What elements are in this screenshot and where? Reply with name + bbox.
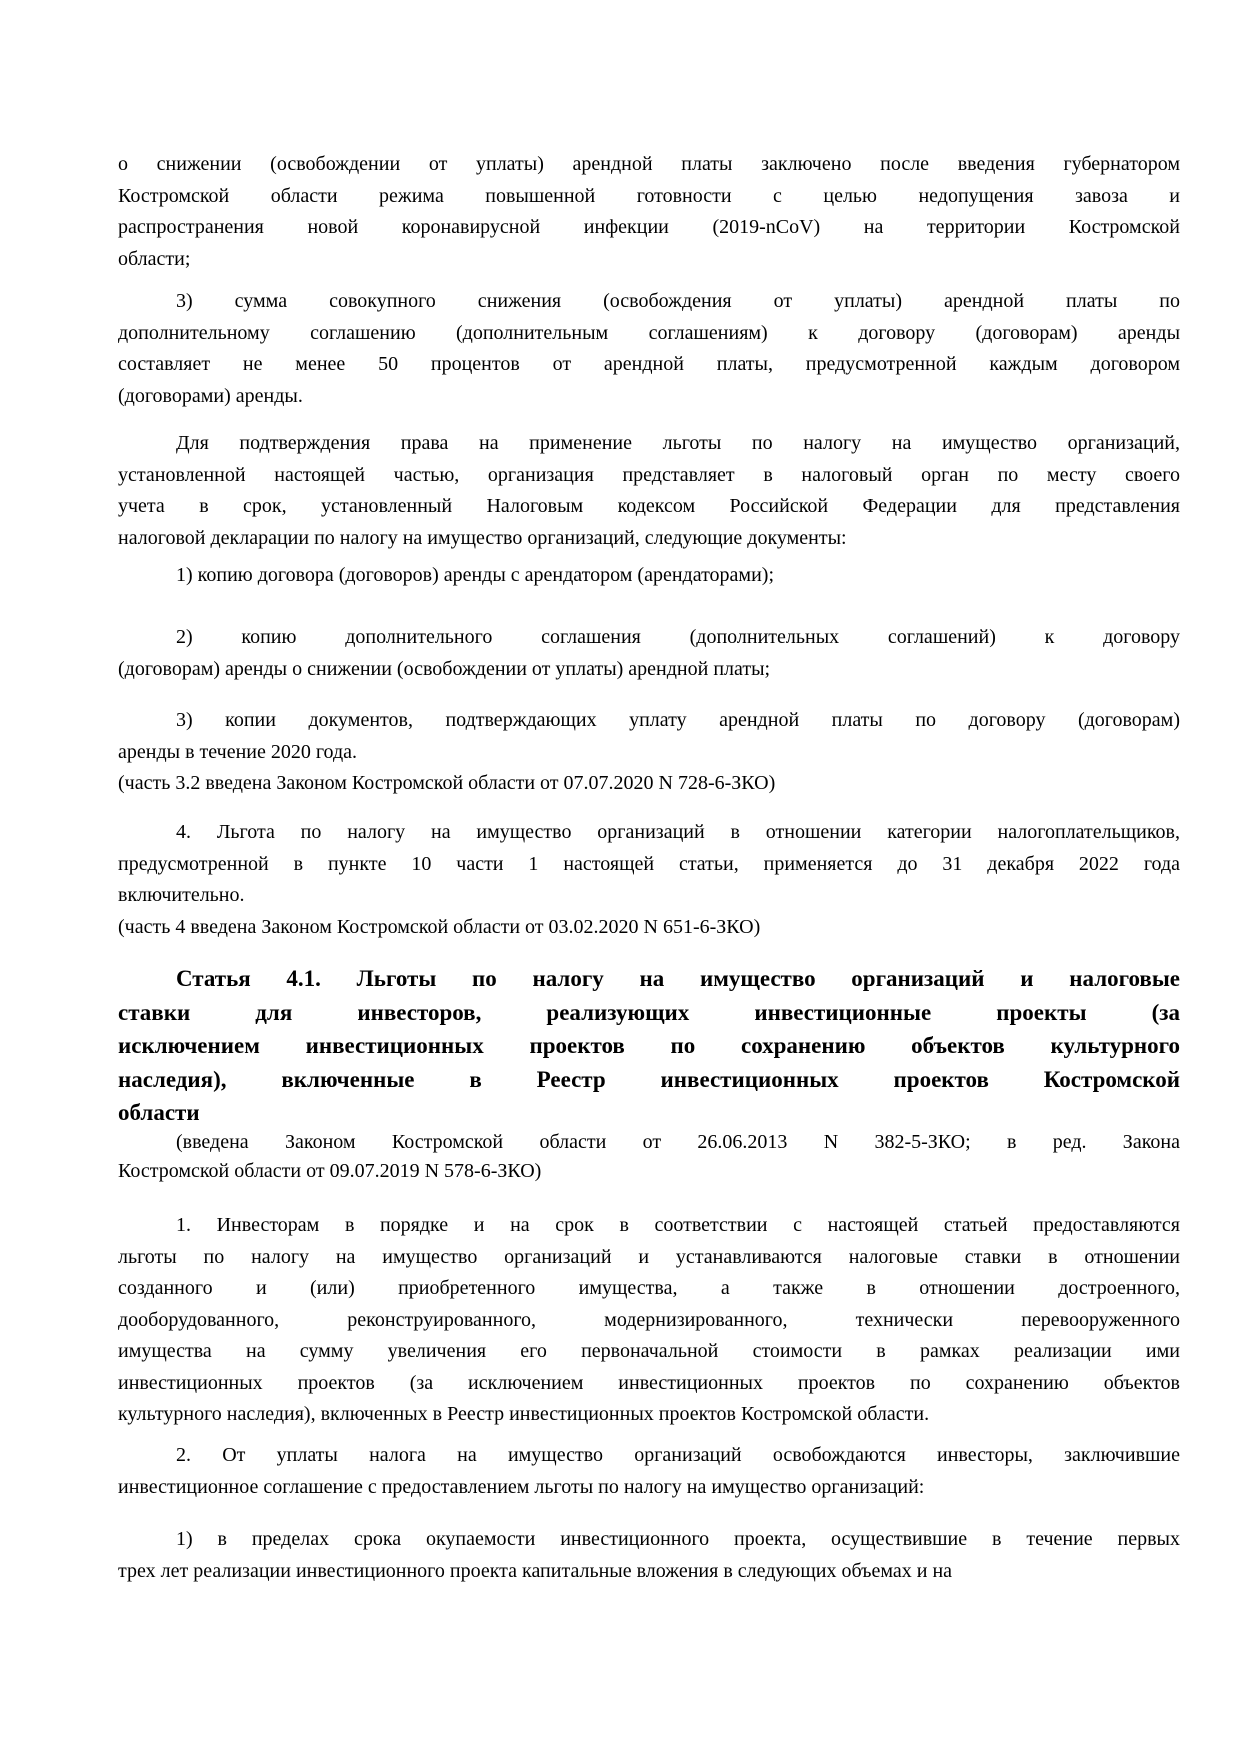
heading-line: исключением инвестиционных проектов по сохранению объектов культурного [118,1033,1180,1058]
text-line: трех лет реализации инвестиционного проекта капитальные вложения в следующих объемах и на [118,1559,953,1582]
text-line: (часть 3.2 введена Законом Костромской области от 07.07.2020 N 728-6-ЗКО) [118,772,776,794]
paragraph-doc-2 [118,622,1180,685]
text-line: 3) сумма совокупного снижения (освобождения от уплаты) арендной платы по [176,290,1180,312]
article-amendment-note [118,1128,1180,1186]
text-line: составляет не менее 50 процентов от арендной платы, предусмотренной каждым договором [118,353,1180,375]
paragraph-doc-3 [118,705,1180,800]
text-line: 1. Инвесторам в порядке и на срок в соответствии с настоящей статьей предоставляются [176,1214,1180,1236]
paragraph-article-part-2-item-1 [118,1524,1180,1587]
text-line: налоговой декларации по налогу на имущество организаций, следующие документы: [118,526,847,549]
text-line: Для подтверждения права на применение льготы по налогу на имущество организаций, [176,432,1180,454]
text-line: дооборудованного, реконструированного, модернизированного, технически перевооруженного [118,1308,1180,1331]
text-line: учета в срок, установленный Налоговым кодексом Российской Федерации для представления [118,495,1180,517]
text-line: 4. Льгота по налогу на имущество организаций в отношении категории налогоплательщиков, [176,821,1180,843]
text-line: предусмотренной в пункте 10 части 1 настоящей статьи, применяется до 31 декабря 2022 года [118,852,1180,875]
text-line: области; [118,247,191,270]
text-line: Костромской области от 09.07.2019 N 578-6-ЗКО) [118,1160,542,1182]
text-line: культурного наследия), включенных в Реестр инвестиционных проектов Костромской области. [118,1403,930,1425]
text-line: инвестиционное соглашение с предоставлением льготы по налогу на имущество организаций: [118,1475,925,1498]
paragraph-continuation [118,149,1180,275]
heading-line: наследия), включенные в Реестр инвестиционных проектов Костромской [118,1066,1180,1092]
text-line: Костромской области режима повышенной готовности с целью недопущения завоза и [118,184,1180,207]
paragraph-article-part-1 [118,1210,1180,1431]
text-line: распространения новой коронавирусной инфекции (2019-nCoV) на территории Костромской [118,216,1180,238]
heading-line: области [118,1100,200,1125]
text-line: льготы по налогу на имущество организаций и устанавливаются налоговые ставки в отношении [118,1245,1180,1268]
text-line: созданного и (или) приобретенного имущества, а также в отношении достроенного, [118,1277,1180,1299]
text-line: о снижении (освобождении от уплаты) арендной платы заключено после введения губернатором [118,153,1180,175]
paragraph-documents [118,428,1180,554]
text-line: 1) копию договора (договоров) аренды с арендатором (арендаторами); [176,564,774,586]
text-line: 1) в пределах срока окупаемости инвестиционного проекта, осуществившие в течение первых [176,1528,1180,1550]
text-line: (договорами) аренды. [118,384,303,407]
text-line: дополнительному соглашению (дополнительным соглашениям) к договору (договорам) аренды [118,321,1180,344]
paragraph-article-part-2 [118,1440,1180,1503]
heading-line: Статья 4.1. Льготы по налогу на имущество организаций и налоговые [176,966,1180,991]
text-line: 3) копии документов, подтверждающих уплату арендной платы по договору (договорам) [176,709,1180,731]
text-line: (договорам) аренды о снижении (освобождении от уплаты) арендной платы; [118,657,771,680]
paragraph-part-4 [118,817,1180,943]
text-line: 2) копию дополнительного соглашения (дополнительных соглашений) к договору [176,626,1180,648]
heading-line: ставки для инвесторов, реализующих инвестиционные проекты (за [118,999,1180,1025]
text-line: имущества на сумму увеличения его первоначальной стоимости в рамках реализации ими [118,1340,1180,1362]
article-heading [118,962,1180,1130]
paragraph-item-3 [118,286,1180,412]
text-line: инвестиционных проектов (за исключением инвестиционных проектов по сохранению объектов [118,1371,1180,1394]
text-line: установленной настоящей частью, организация представляет в налоговый орган по месту своего [118,463,1180,486]
text-line: 2. От уплаты налога на имущество организаций освобождаются инвесторы, заключившие [176,1444,1180,1466]
paragraph-doc-1 [118,560,1180,592]
text-line: аренды в течение 2020 года. [118,740,358,763]
text-line: (часть 4 введена Законом Костромской области от 03.02.2020 N 651-6-ЗКО) [118,915,761,938]
text-line: включительно. [118,884,245,906]
text-line: (введена Законом Костромской области от 26.06.2013 N 382-5-ЗКО; в ред. Закона [176,1131,1180,1153]
